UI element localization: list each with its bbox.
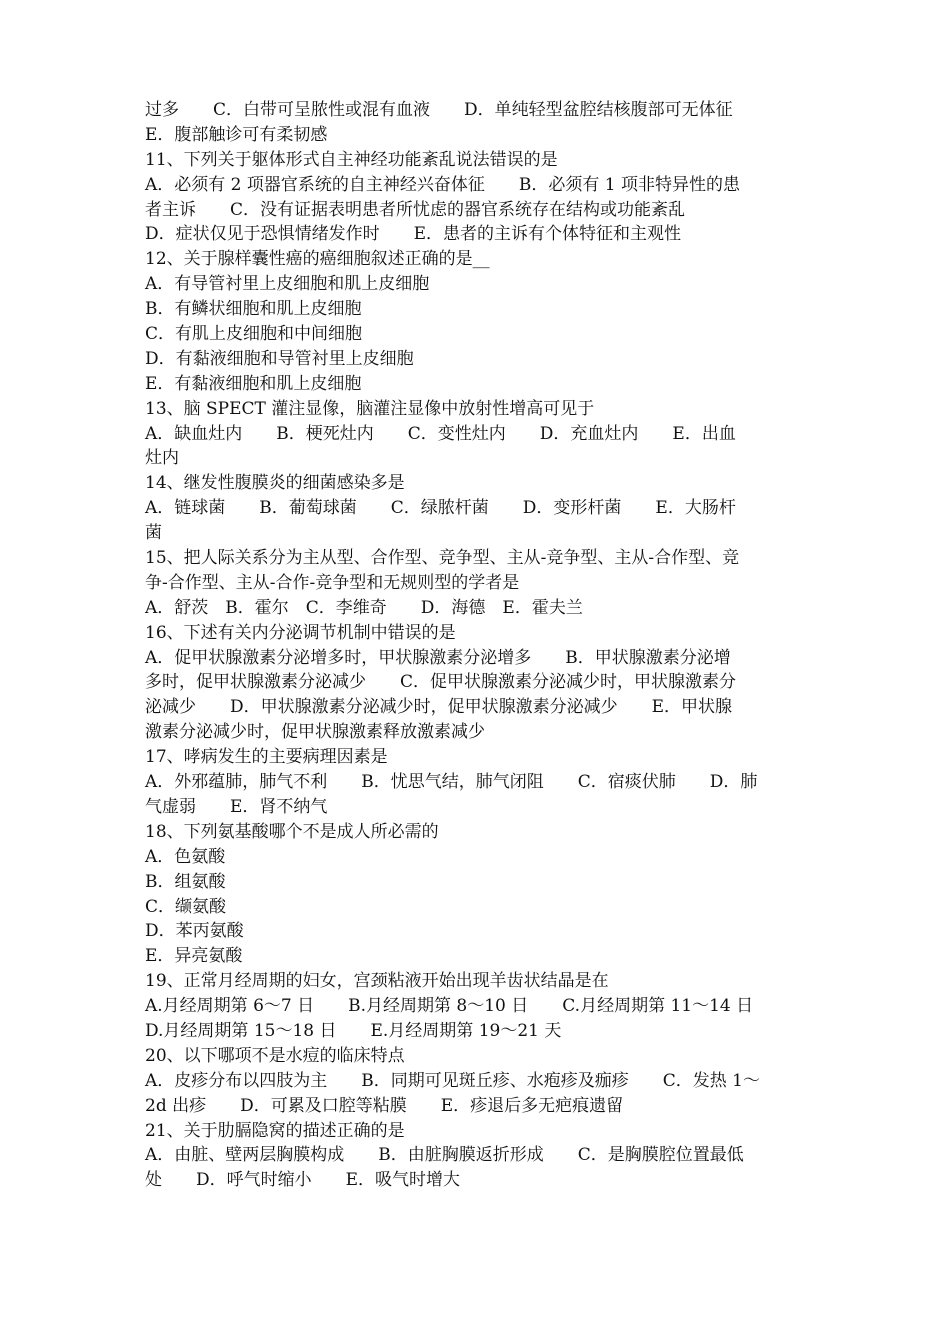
text-line: A．外邪蕴肺，肺气不利 B．忧思气结，肺气闭阻 C．宿痰伏肺 D．肺 xyxy=(145,772,758,793)
text-line: 争-合作型、主从-合作-竞争型和无规则型的学者是 xyxy=(145,572,520,593)
text-line: A．促甲状腺激素分泌增多时，甲状腺激素分泌增多 B．甲状腺激素分泌增 xyxy=(145,647,731,668)
option-line: E．异亮氨酸 xyxy=(145,946,243,967)
text-line: 2d 出疹 D．可累及口腔等粘膜 E．疹退后多无疤痕遗留 xyxy=(145,1095,624,1116)
text-line: E．腹部触诊可有柔韧感 xyxy=(145,124,328,145)
text-line: A．缺血灶内 B．梗死灶内 C．变性灶内 D．充血灶内 E．出血 xyxy=(145,423,736,444)
question-16-stem: 16、下述有关内分泌调节机制中错误的是 xyxy=(145,622,456,643)
text-line: 者主诉 C．没有证据表明患者所忧虑的器官系统存在结构或功能紊乱 xyxy=(145,199,686,220)
text-line: 处 D．呼气时缩小 E．吸气时增大 xyxy=(145,1170,461,1191)
option-line: D．有黏液细胞和导管衬里上皮细胞 xyxy=(145,348,414,369)
option-line: B．组氨酸 xyxy=(145,871,226,892)
question-17-stem: 17、哮病发生的主要病理因素是 xyxy=(145,747,388,768)
option-line: B．有鳞状细胞和肌上皮细胞 xyxy=(145,299,362,320)
question-20-stem: 20、以下哪项不是水痘的临床特点 xyxy=(145,1045,405,1066)
option-line: D．苯丙氨酸 xyxy=(145,921,244,942)
text-line: A．皮疹分布以四肢为主 B．同期可见斑丘疹、水疱疹及痂疹 C．发热 1～ xyxy=(145,1070,760,1091)
text-line: A．舒茨 B．霍尔 C．李维奇 D．海德 E．霍夫兰 xyxy=(145,597,583,618)
question-14-stem: 14、继发性腹膜炎的细菌感染多是 xyxy=(145,473,405,494)
text-line: D.月经周期第 15～18 日 E.月经周期第 19～21 天 xyxy=(145,1020,562,1041)
option-line: C．有肌上皮细胞和中间细胞 xyxy=(145,324,363,345)
text-line: 泌减少 D．甲状腺激素分泌减少时，促甲状腺激素分泌减少 E．甲状腺 xyxy=(145,697,733,718)
question-21-stem: 21、关于肋膈隐窝的描述正确的是 xyxy=(145,1120,405,1141)
text-line: 气虚弱 E．肾不纳气 xyxy=(145,796,328,817)
question-12-stem: 12、关于腺样囊性癌的癌细胞叙述正确的是__ xyxy=(145,249,490,270)
option-line: C．缬氨酸 xyxy=(145,896,227,917)
question-19-stem: 19、正常月经周期的妇女，宫颈粘液开始出现羊齿状结晶是在 xyxy=(145,971,609,992)
option-line: E．有黏液细胞和肌上皮细胞 xyxy=(145,373,362,394)
question-11-stem: 11、下列关于躯体形式自主神经功能紊乱说法错误的是 xyxy=(145,149,558,170)
text-line: A.月经周期第 6～7 日 B.月经周期第 8～10 日 C.月经周期第 11～14 日 xyxy=(145,996,754,1017)
question-13-stem: 13、脑 SPECT 灌注显像，脑灌注显像中放射性增高可见于 xyxy=(145,398,595,419)
text-line: 激素分泌减少时，促甲状腺激素释放激素减少 xyxy=(145,722,485,743)
text-line: A．必须有 2 项器官系统的自主神经兴奋体征 B．必须有 1 项非特异性的患 xyxy=(145,174,741,195)
text-line: 灶内 xyxy=(145,448,179,469)
text-line: D．症状仅见于恐惧情绪发作时 E．患者的主诉有个体特征和主观性 xyxy=(145,224,682,245)
text-line: A．链球菌 B．葡萄球菌 C．绿脓杆菌 D．变形杆菌 E．大肠杆 xyxy=(145,498,736,519)
option-line: A．有导管衬里上皮细胞和肌上皮细胞 xyxy=(145,274,430,295)
document-body xyxy=(145,98,810,1193)
text-line: 过多 C．白带可呈脓性或混有血液 D．单纯轻型盆腔结核腹部可无体征 xyxy=(145,100,733,120)
option-line: A．色氨酸 xyxy=(145,846,226,867)
question-15-stem: 15、把人际关系分为主从型、合作型、竞争型、主从-竞争型、主从-合作型、竞 xyxy=(145,548,740,569)
text-line: 菌 xyxy=(145,523,162,544)
question-18-stem: 18、下列氨基酸哪个不是成人所必需的 xyxy=(145,821,439,842)
text-line: A．由脏、壁两层胸膜构成 B．由脏胸膜返折形成 C．是胸膜腔位置最低 xyxy=(145,1145,744,1166)
text-line: 多时，促甲状腺激素分泌减少 C．促甲状腺激素分泌减少时，甲状腺激素分 xyxy=(145,672,737,693)
